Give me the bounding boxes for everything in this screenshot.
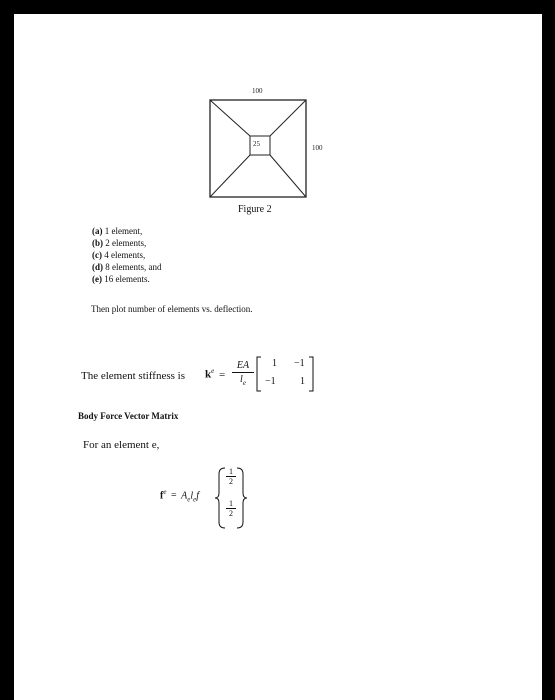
vector-entry-1: 1 2 bbox=[226, 467, 236, 486]
list-item: (b) 2 elements, bbox=[92, 238, 147, 248]
diagonal-bottom-right bbox=[270, 155, 306, 197]
dimension-top-label: 100 bbox=[252, 87, 263, 95]
list-item: (c) 4 elements, bbox=[92, 250, 146, 260]
diagonal-bottom-left bbox=[210, 155, 250, 197]
stiffness-lead-text: The element stiffness is bbox=[81, 370, 185, 382]
stiffness-matrix bbox=[255, 355, 315, 393]
body-force-intro: For an element e, bbox=[83, 439, 160, 451]
dimension-inner-label: 25 bbox=[253, 140, 260, 148]
stiffness-symbol: $k^e$ = bbox=[205, 367, 226, 381]
matrix-cell-11: 1 bbox=[272, 358, 277, 369]
list-item: (d) 8 elements, and bbox=[92, 262, 162, 272]
stiffness-fraction: EA $l_e$ bbox=[232, 359, 254, 390]
body-force-heading: Body Force Vector Matrix bbox=[78, 411, 179, 421]
matrix-cell-22: 1 bbox=[300, 376, 305, 387]
matrix-cell-12: −1 bbox=[294, 358, 305, 369]
vector-entry-2: 1 2 bbox=[226, 499, 236, 518]
figure-caption: Figure 2 bbox=[238, 204, 272, 215]
dimension-side-label: 100 bbox=[312, 144, 323, 152]
plot-instruction: Then plot number of elements vs. deflection. bbox=[91, 304, 253, 314]
list-item: (a) 1 element, bbox=[92, 226, 143, 236]
element-count-list bbox=[92, 225, 161, 285]
diagonal-top-right bbox=[270, 100, 306, 136]
diagonal-top-left bbox=[210, 100, 250, 136]
matrix-cell-21: −1 bbox=[265, 376, 276, 387]
body-force-equation: $f^e = A_el_ef$ bbox=[160, 488, 199, 504]
list-item: (e) 16 elements. bbox=[92, 274, 150, 284]
document-page bbox=[14, 14, 542, 700]
